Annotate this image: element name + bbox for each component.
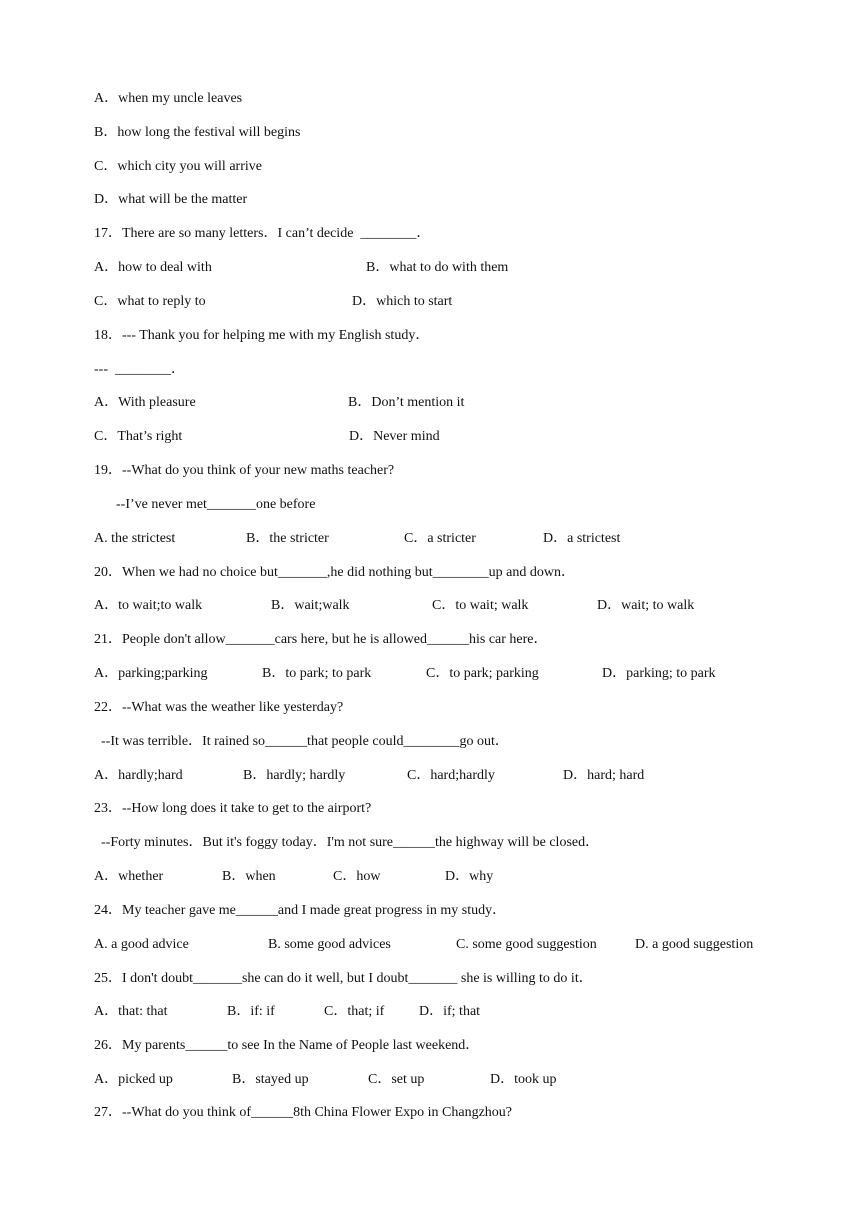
q19-option-a: A. the strictest	[94, 531, 176, 546]
question-23: 23．--How long does it take to get to the airport?	[94, 801, 372, 816]
q22-reply: --It was terrible．It rained so______that people could________go out．	[101, 734, 509, 749]
q16-option-b: B．how long the festival will begins	[94, 125, 301, 140]
q21-option-d: D．parking; to park	[602, 666, 716, 681]
q23-option-a: A．whether	[94, 869, 164, 884]
q23-reply: --Forty minutes．But it's foggy today．I'm not sure______the highway will be closed．	[101, 835, 600, 850]
question-20: 20．When we had no choice but_______,he did nothing but________up and down．	[94, 565, 575, 580]
q23-option-c: C．how	[333, 869, 381, 884]
q26-option-b: B．stayed up	[232, 1072, 309, 1087]
q16-option-a: A．when my uncle leaves	[94, 91, 243, 106]
q20-option-b: B．wait;walk	[271, 598, 350, 613]
question-26: 26．My parents______to see In the Name of People last weekend．	[94, 1038, 480, 1053]
question-22: 22．--What was the weather like yesterday?	[94, 700, 344, 715]
q16-option-c: C．which city you will arrive	[94, 159, 262, 174]
q21-option-a: A．parking;parking	[94, 666, 208, 681]
q24-option-d: D. a good suggestion	[635, 937, 754, 952]
question-19: 19．--What do you think of your new maths teacher?	[94, 463, 395, 478]
q25-option-c: C．that; if	[324, 1004, 385, 1019]
q26-option-d: D．took up	[490, 1072, 557, 1087]
q17-option-a: A．how to deal with	[94, 260, 212, 275]
q17-option-c: C．what to reply to	[94, 294, 206, 309]
q24-option-c: C. some good suggestion	[456, 937, 597, 952]
q17-option-b: B．what to do with them	[366, 260, 509, 275]
q20-option-a: A．to wait;to walk	[94, 598, 203, 613]
question-17: 17．There are so many letters．I can’t decide ________．	[94, 226, 431, 241]
q26-option-a: A．picked up	[94, 1072, 173, 1087]
question-18: 18．--- Thank you for helping me with my English study．	[94, 328, 430, 343]
q23-option-b: B．when	[222, 869, 276, 884]
q22-option-b: B．hardly; hardly	[243, 768, 346, 783]
q21-option-c: C．to park; parking	[426, 666, 539, 681]
question-25: 25．I don't doubt_______she can do it well, but I doubt_______ she is willing to do it．	[94, 971, 593, 986]
question-24: 24．My teacher gave me______and I made great progress in my study．	[94, 903, 507, 918]
q24-option-b: B. some good advices	[268, 937, 391, 952]
q19-option-b: B．the stricter	[246, 531, 329, 546]
question-21: 21．People don't allow_______cars here, but he is allowed______his car here．	[94, 632, 548, 647]
q24-option-a: A. a good advice	[94, 937, 189, 952]
q26-option-c: C．set up	[368, 1072, 425, 1087]
q16-option-d: D．what will be the matter	[94, 192, 248, 207]
q23-option-d: D．why	[445, 869, 494, 884]
q22-option-c: C．hard;hardly	[407, 768, 495, 783]
q22-option-d: D．hard; hard	[563, 768, 645, 783]
q19-option-d: D．a strictest	[543, 531, 621, 546]
q17-option-d: D．which to start	[352, 294, 453, 309]
q19-option-c: C．a stricter	[404, 531, 476, 546]
q18-reply: --- ________．	[94, 362, 185, 377]
question-27: 27．--What do you think of______8th China Flower Expo in Changzhou?	[94, 1105, 512, 1120]
q22-option-a: A．hardly;hard	[94, 768, 183, 783]
q19-reply: --I’ve never met_______one before	[116, 497, 316, 512]
q20-option-c: C．to wait; walk	[432, 598, 529, 613]
q18-option-b: B．Don’t mention it	[348, 395, 465, 410]
q25-option-b: B．if: if	[227, 1004, 275, 1019]
q20-option-d: D．wait; to walk	[597, 598, 695, 613]
q18-option-d: D．Never mind	[349, 429, 440, 444]
q18-option-c: C．That’s right	[94, 429, 183, 444]
q25-option-d: D．if; that	[419, 1004, 481, 1019]
q25-option-a: A．that: that	[94, 1004, 168, 1019]
q18-option-a: A．With pleasure	[94, 395, 196, 410]
q21-option-b: B．to park; to park	[262, 666, 372, 681]
